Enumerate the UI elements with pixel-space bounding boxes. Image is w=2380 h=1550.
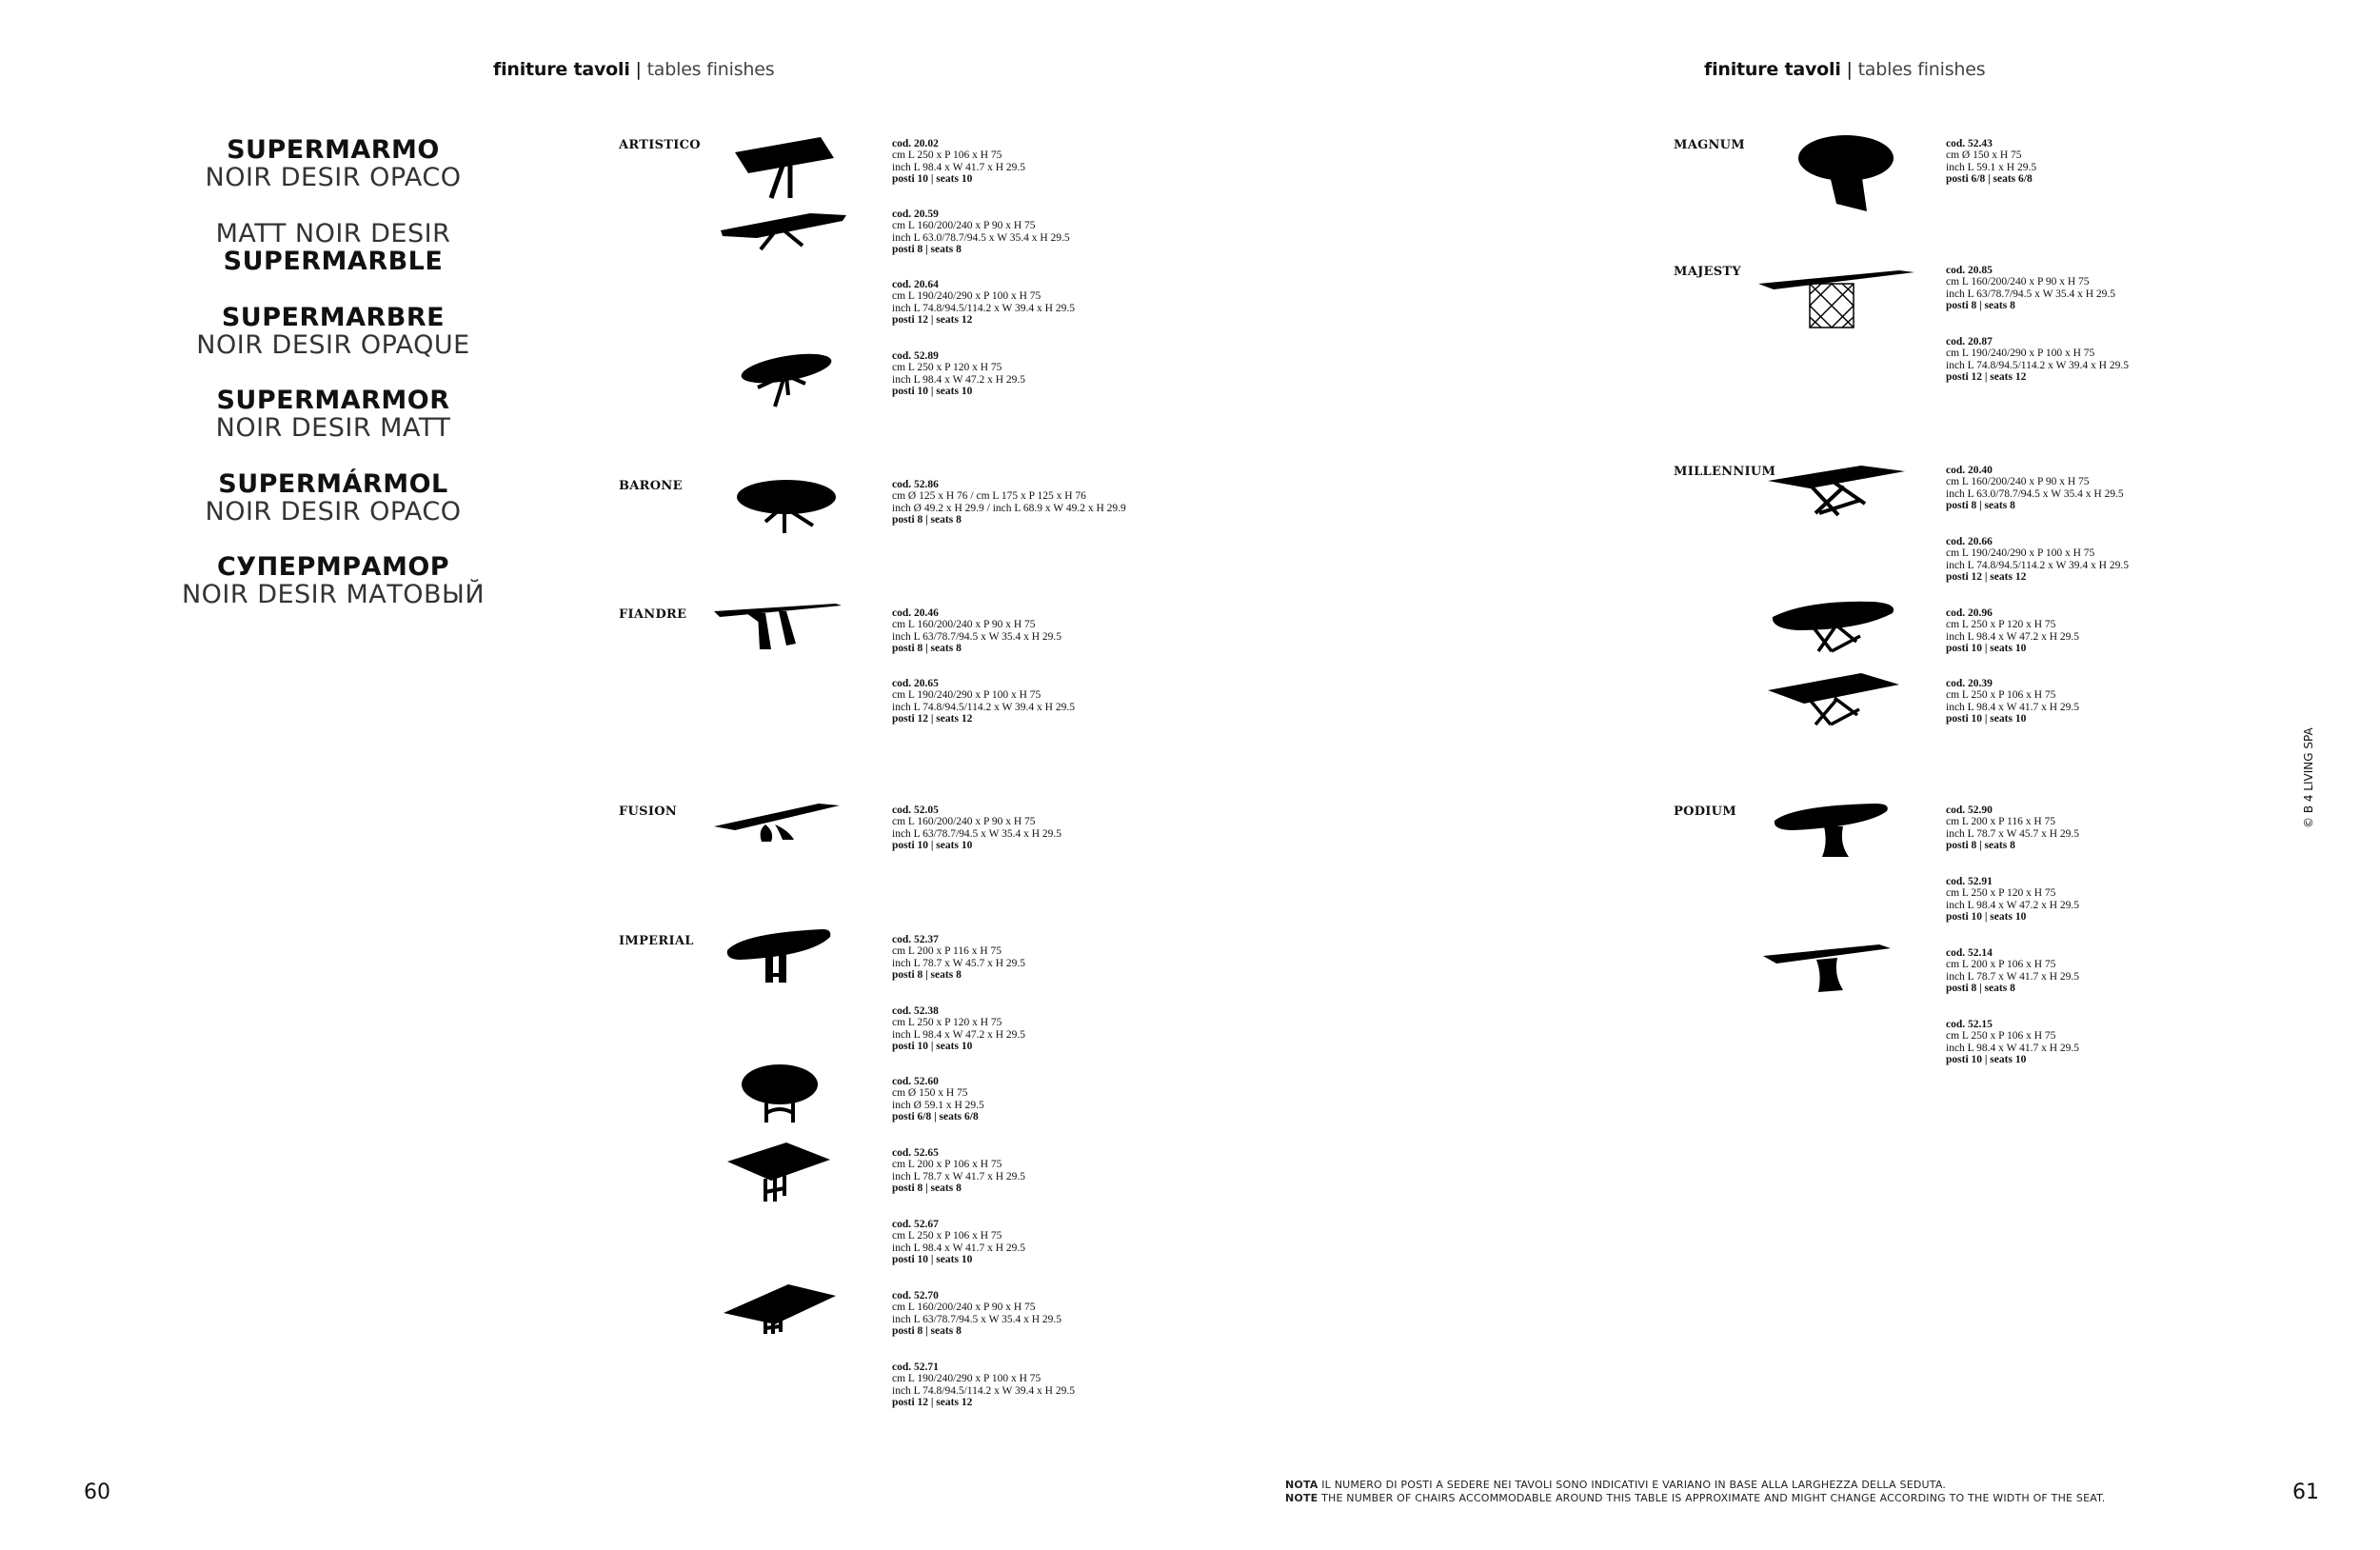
- finish-russian: [143, 553, 524, 608]
- spec-inch: inch L 78.7 x W 41.7 x H 29.5: [1946, 970, 2080, 983]
- spec-seats: posti 10 | seats 10: [892, 839, 973, 851]
- spec-cm: cm Ø 125 x H 76 / cm L 175 x P 125 x H 76: [892, 490, 1086, 503]
- page-number-right: 61: [2292, 1480, 2319, 1504]
- spec-code: cod. 52.89: [892, 350, 939, 362]
- note-english: [1285, 1492, 2105, 1504]
- table-barone-icon: [731, 474, 845, 536]
- spec-block: [892, 1219, 1216, 1265]
- spec-inch: inch L 74.8/94.5/114.2 x W 39.4 x H 29.5: [892, 302, 1075, 314]
- spec-block: [1946, 1019, 2270, 1065]
- spec-code: cod. 20.39: [1946, 678, 1993, 689]
- spec-seats: posti 10 | seats 10: [1946, 712, 2027, 725]
- spec-inch: inch L 78.7 x W 45.7 x H 29.5: [892, 957, 1026, 969]
- spec-inch: inch L 98.4 x W 47.2 x H 29.5: [892, 373, 1026, 386]
- spec-cm: cm L 190/240/290 x P 100 x H 75: [892, 1373, 1041, 1385]
- spec-seats: posti 10 | seats 10: [892, 172, 973, 185]
- spec-cm: cm L 250 x P 120 x H 75: [1946, 887, 2056, 900]
- copyright-text: © B 4 LIVING SPA: [2302, 727, 2315, 828]
- spec-block: [892, 209, 1216, 255]
- spec-cm: cm L 200 x P 106 x H 75: [1946, 959, 2056, 971]
- spec-code: cod. 52.65: [892, 1147, 939, 1159]
- spec-cm: cm L 160/200/240 x P 90 x H 75: [1946, 276, 2090, 288]
- finish-line-1: SUPERMÁRMOL: [218, 469, 448, 499]
- spec-inch: inch Ø 49.2 x H 29.9 / inch L 68.9 x W 49.2 x H 29.9: [892, 502, 1126, 514]
- finish-line-2: NOIR DESIR OPAQUE: [196, 330, 470, 360]
- model-magnum: MAGNUM: [1674, 138, 1745, 152]
- spec-seats: posti 8 | seats 8: [892, 1182, 962, 1194]
- spec-seats: posti 10 | seats 10: [1946, 1053, 2027, 1065]
- spec-cm: cm L 250 x P 106 x H 75: [1946, 689, 2056, 702]
- header-left-light: tables finishes: [646, 59, 775, 80]
- spec-inch: inch L 74.8/94.5/114.2 x W 39.4 x H 29.5: [892, 701, 1075, 713]
- note-italian: [1285, 1479, 1946, 1491]
- model-podium: PODIUM: [1674, 805, 1736, 819]
- header-right-sep: |: [1840, 59, 1858, 80]
- spec-code: cod. 52.67: [892, 1219, 939, 1230]
- finish-line-2: NOIR DESIR MATT: [215, 413, 451, 443]
- spec-code: cod. 20.59: [892, 209, 939, 220]
- finish-supermarmo: [143, 136, 524, 191]
- spec-inch: inch L 63/78.7/94.5 x W 35.4 x H 29.5: [892, 827, 1062, 840]
- finish-line-1: MATT NOIR DESIR: [215, 219, 451, 248]
- spec-code: cod. 52.91: [1946, 876, 1993, 887]
- spec-block: [892, 279, 1216, 326]
- spec-code: cod. 52.60: [892, 1076, 939, 1087]
- finish-line-1: СУПЕРМРАМОР: [216, 552, 450, 582]
- spec-code: cod. 20.66: [1946, 536, 1993, 547]
- spec-code: cod. 52.37: [892, 934, 939, 945]
- spec-code: cod. 20.46: [892, 607, 939, 619]
- model-artistico: ARTISTICO: [619, 138, 701, 152]
- table-millennium-2096-icon: [1769, 598, 1902, 655]
- table-podium-5214-icon: [1761, 943, 1894, 995]
- header-right-bold: finiture tavoli: [1704, 59, 1841, 80]
- model-millennium: MILLENNIUM: [1674, 465, 1776, 479]
- spec-inch: inch L 63.0/78.7/94.5 x W 35.4 x H 29.5: [892, 231, 1070, 244]
- finish-supermarbre: [143, 304, 524, 359]
- spec-block: [1946, 336, 2270, 383]
- finish-line-2: NOIR DESIR OPACO: [205, 497, 462, 527]
- spec-code: cod. 20.64: [892, 279, 939, 290]
- spec-block: [1946, 678, 2270, 725]
- spec-inch: inch L 98.4 x W 47.2 x H 29.5: [1946, 630, 2080, 643]
- spec-code: cod. 52.70: [892, 1290, 939, 1302]
- spec-inch: inch L 98.4 x W 41.7 x H 29.5: [1946, 701, 2080, 713]
- spec-seats: posti 8 | seats 8: [892, 1324, 962, 1337]
- spec-block: [1946, 947, 2270, 994]
- spec-code: cod. 52.14: [1946, 947, 1993, 959]
- note-label: NOTE: [1285, 1492, 1319, 1504]
- spec-code: cod. 20.65: [892, 678, 939, 689]
- spec-code: cod. 52.86: [892, 479, 939, 490]
- header-right-light: tables finishes: [1857, 59, 1986, 80]
- spec-cm: cm L 250 x P 120 x H 75: [1946, 619, 2056, 631]
- model-imperial: IMPERIAL: [619, 934, 694, 948]
- spec-cm: cm L 190/240/290 x P 100 x H 75: [892, 689, 1041, 702]
- finish-supermarmor: [143, 387, 524, 442]
- spec-cm: cm L 250 x P 120 x H 75: [892, 362, 1002, 374]
- spec-block: [892, 607, 1216, 654]
- table-artistico-5289-icon: [733, 348, 838, 409]
- spec-cm: cm Ø 150 x H 75: [1946, 149, 2022, 162]
- table-millennium-2039-icon: [1766, 671, 1904, 728]
- table-imperial-5270-icon: [722, 1281, 841, 1338]
- spec-block: [892, 138, 1216, 185]
- table-imperial-5237-icon: [724, 925, 838, 987]
- spec-block: [892, 350, 1216, 397]
- spec-seats: posti 12 | seats 12: [1946, 570, 2027, 583]
- page-number-left: 60: [84, 1480, 110, 1504]
- spec-seats: posti 10 | seats 10: [892, 1040, 973, 1052]
- table-fiandre-icon: [712, 602, 845, 654]
- spec-block: [1946, 465, 2270, 511]
- table-imperial-5265-icon: [724, 1141, 838, 1207]
- spec-inch: inch L 78.7 x W 41.7 x H 29.5: [892, 1170, 1026, 1182]
- spec-seats: posti 12 | seats 12: [892, 1396, 973, 1408]
- spec-code: cod. 20.96: [1946, 607, 1993, 619]
- spec-seats: posti 6/8 | seats 6/8: [892, 1110, 979, 1123]
- spec-seats: posti 12 | seats 12: [1946, 370, 2027, 383]
- spec-inch: inch L 98.4 x W 47.2 x H 29.5: [1946, 899, 2080, 911]
- spec-inch: inch L 98.4 x W 41.7 x H 29.5: [1946, 1042, 2080, 1054]
- spec-inch: inch L 74.8/94.5/114.2 x W 39.4 x H 29.5: [1946, 359, 2129, 371]
- spec-block: [892, 1147, 1216, 1194]
- table-majesty-icon: [1756, 265, 1918, 331]
- spec-seats: posti 10 | seats 10: [892, 1253, 973, 1265]
- finish-line-1: SUPERMARMO: [227, 135, 440, 165]
- spec-block: [892, 805, 1216, 851]
- spec-cm: cm Ø 150 x H 75: [892, 1087, 968, 1100]
- spec-seats: posti 8 | seats 8: [892, 968, 962, 981]
- header-right: [1704, 59, 1985, 80]
- spec-block: [1946, 607, 2270, 654]
- spec-code: cod. 52.05: [892, 805, 939, 816]
- model-fusion: FUSION: [619, 805, 678, 819]
- finish-line-2: NOIR DESIR МАТОВЫЙ: [181, 580, 486, 609]
- nota-label: NOTA: [1285, 1479, 1319, 1491]
- spec-inch: inch L 98.4 x W 47.2 x H 29.5: [892, 1028, 1026, 1041]
- spec-seats: posti 10 | seats 10: [1946, 642, 2027, 654]
- spec-cm: cm L 200 x P 116 x H 75: [1946, 816, 2055, 828]
- table-artistico-2002-icon: [733, 133, 847, 200]
- spec-seats: posti 8 | seats 8: [892, 513, 962, 526]
- spec-cm: cm L 160/200/240 x P 90 x H 75: [892, 816, 1036, 828]
- spec-block: [892, 1290, 1216, 1337]
- spec-cm: cm L 250 x P 106 x H 75: [892, 149, 1002, 162]
- spec-block: [892, 678, 1216, 725]
- table-podium-5290-icon: [1771, 800, 1894, 862]
- spec-code: cod. 20.40: [1946, 465, 1993, 476]
- finish-supermarmol: [143, 470, 524, 526]
- header-left-sep: |: [629, 59, 647, 80]
- spec-inch: inch L 98.4 x W 41.7 x H 29.5: [892, 161, 1026, 173]
- spec-seats: posti 12 | seats 12: [892, 313, 973, 326]
- spec-code: cod. 52.38: [892, 1005, 939, 1017]
- header-left-bold: finiture tavoli: [493, 59, 630, 80]
- spec-cm: cm L 160/200/240 x P 90 x H 75: [892, 619, 1036, 631]
- spec-block: [892, 1361, 1216, 1408]
- model-barone: BARONE: [619, 479, 683, 493]
- spec-block: [892, 1005, 1216, 1052]
- spec-code: cod. 20.85: [1946, 265, 1993, 276]
- spec-cm: cm L 250 x P 120 x H 75: [892, 1017, 1002, 1029]
- spec-seats: posti 6/8 | seats 6/8: [1946, 172, 2033, 185]
- finish-line-2: SUPERMARBLE: [223, 247, 444, 276]
- note-text: THE NUMBER OF CHAIRS ACCOMMODABLE AROUND THIS TABLE IS APPROXIMATE AND MIGHT CHANGE ACCORDING TO THE WIDTH OF THE SEAT.: [1318, 1492, 2106, 1504]
- spec-inch: inch L 74.8/94.5/114.2 x W 39.4 x H 29.5: [892, 1384, 1075, 1397]
- spec-inch: inch L 63/78.7/94.5 x W 35.4 x H 29.5: [1946, 288, 2116, 300]
- table-magnum-icon: [1795, 133, 1899, 214]
- table-fusion-icon: [712, 800, 845, 847]
- spec-cm: cm L 190/240/290 x P 100 x H 75: [1946, 348, 2095, 360]
- spec-code: cod. 20.87: [1946, 336, 1993, 348]
- spec-block: [892, 934, 1216, 981]
- spec-seats: posti 8 | seats 8: [1946, 299, 2015, 311]
- spec-inch: inch L 59.1 x H 29.5: [1946, 161, 2037, 173]
- spec-seats: posti 10 | seats 10: [1946, 910, 2027, 923]
- header-left: [493, 59, 774, 80]
- table-imperial-5260-icon: [738, 1062, 823, 1128]
- spec-inch: inch L 63/78.7/94.5 x W 35.4 x H 29.5: [892, 1313, 1062, 1325]
- spec-cm: cm L 200 x P 116 x H 75: [892, 945, 1002, 958]
- spec-inch: inch L 74.8/94.5/114.2 x W 39.4 x H 29.5: [1946, 559, 2129, 571]
- table-millennium-2040-icon: [1766, 462, 1909, 519]
- spec-cm: cm L 160/200/240 x P 90 x H 75: [892, 220, 1036, 232]
- model-majesty: MAJESTY: [1674, 265, 1741, 279]
- spec-code: cod. 52.43: [1946, 138, 1993, 149]
- spec-seats: posti 10 | seats 10: [892, 385, 973, 397]
- copyright-vertical: [2302, 727, 2321, 838]
- spec-cm: cm L 160/200/240 x P 90 x H 75: [892, 1302, 1036, 1314]
- spec-block: [1946, 805, 2270, 851]
- spec-cm: cm L 190/240/290 x P 100 x H 75: [892, 290, 1041, 303]
- finish-line-1: SUPERMARBRE: [221, 303, 446, 332]
- spec-code: cod. 52.15: [1946, 1019, 1993, 1030]
- spec-inch: inch Ø 59.1 x H 29.5: [892, 1099, 984, 1111]
- spec-inch: inch L 63/78.7/94.5 x W 35.4 x H 29.5: [892, 630, 1062, 643]
- spec-inch: inch L 63.0/78.7/94.5 x W 35.4 x H 29.5: [1946, 487, 2124, 500]
- finish-line-1: SUPERMARMOR: [216, 386, 450, 415]
- spec-block: [1946, 536, 2270, 583]
- spec-cm: cm L 160/200/240 x P 90 x H 75: [1946, 476, 2090, 488]
- spec-code: cod. 20.02: [892, 138, 939, 149]
- spec-seats: posti 12 | seats 12: [892, 712, 973, 725]
- spec-seats: posti 8 | seats 8: [1946, 982, 2015, 994]
- spec-cm: cm L 250 x P 106 x H 75: [892, 1230, 1002, 1242]
- spec-block: [892, 1076, 1216, 1123]
- finish-supermarble: [143, 220, 524, 275]
- spec-block: [1946, 265, 2270, 311]
- nota-text: IL NUMERO DI POSTI A SEDERE NEI TAVOLI SONO INDICATIVI E VARIANO IN BASE ALLA LARGHEZZA DELLA SEDUTA.: [1318, 1479, 1947, 1491]
- spec-block: [892, 479, 1216, 526]
- finish-line-2: NOIR DESIR OPACO: [205, 163, 462, 192]
- spec-block: [1946, 876, 2270, 923]
- spec-inch: inch L 98.4 x W 41.7 x H 29.5: [892, 1242, 1026, 1254]
- spec-seats: posti 8 | seats 8: [1946, 499, 2015, 511]
- spec-cm: cm L 250 x P 106 x H 75: [1946, 1030, 2056, 1043]
- spec-block: [1946, 138, 2270, 185]
- spec-inch: inch L 78.7 x W 45.7 x H 29.5: [1946, 827, 2080, 840]
- spec-code: cod. 52.71: [892, 1361, 939, 1373]
- table-artistico-2059-icon: [719, 208, 852, 255]
- spec-seats: posti 8 | seats 8: [892, 642, 962, 654]
- spec-seats: posti 8 | seats 8: [892, 243, 962, 255]
- model-fiandre: FIANDRE: [619, 607, 687, 622]
- spec-code: cod. 52.90: [1946, 805, 1993, 816]
- spec-cm: cm L 200 x P 106 x H 75: [892, 1159, 1002, 1171]
- spec-cm: cm L 190/240/290 x P 100 x H 75: [1946, 547, 2095, 560]
- spec-seats: posti 8 | seats 8: [1946, 839, 2015, 851]
